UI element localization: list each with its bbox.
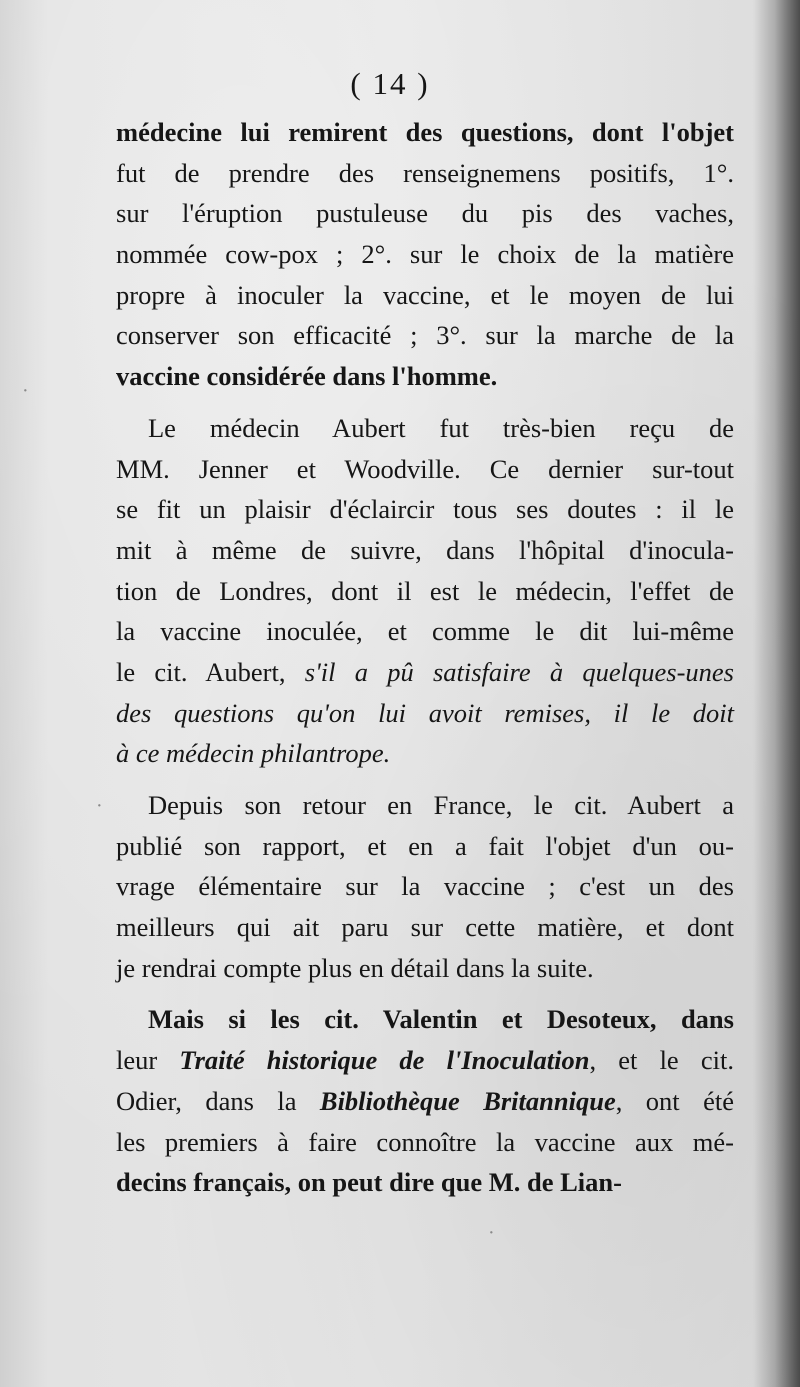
text-line <box>116 193 734 234</box>
text-run: propre à inoculer la vaccine, et le moyen de lui <box>116 279 734 310</box>
text-line <box>116 948 734 989</box>
text-run: Bibliothèque Britannique <box>319 1085 616 1116</box>
text-run: fut de prendre des renseignemens positifs, 1°. <box>116 157 734 188</box>
text-line <box>116 489 734 530</box>
page-edge-shadow <box>754 0 800 1387</box>
text-line <box>116 571 734 612</box>
text-run: médecine lui remirent des questions, dont l'objet <box>116 117 734 147</box>
text-line <box>116 1122 734 1163</box>
text-run: , et le cit. <box>589 1045 734 1076</box>
text-run: decins français, on peut dire que M. de Lian- <box>116 1167 622 1198</box>
text-line <box>116 408 734 449</box>
text-line <box>116 866 734 907</box>
paper-speck: · <box>96 795 103 817</box>
text-run: publié son rapport, et en a fait l'objet d'un ou- <box>116 830 734 861</box>
text-line <box>116 733 734 774</box>
text-line <box>116 356 734 397</box>
text-run: mit à même de suivre, dans l'hôpital d'inocula- <box>116 534 734 565</box>
text-line <box>116 153 734 194</box>
text-run: vaccine considérée dans l'homme. <box>116 361 498 392</box>
paragraph <box>116 999 734 1202</box>
text-run: vrage élémentaire sur la vaccine ; c'est un des <box>116 871 734 902</box>
text-line <box>116 1081 734 1122</box>
text-run: MM. Jenner et Woodville. Ce dernier sur-tout <box>116 453 734 484</box>
text-line <box>116 999 734 1040</box>
text-line <box>116 1040 734 1081</box>
text-run: je rendrai compte plus en détail dans la suite. <box>116 952 594 983</box>
text-run: Depuis son retour en France, le cit. Aubert a <box>148 790 734 820</box>
text-run: la vaccine inoculée, et comme le dit lui-même <box>116 616 734 647</box>
page-number: ( 14 ) <box>350 66 430 101</box>
text-run: Odier, dans la <box>116 1085 320 1116</box>
text-run: nommée cow-pox ; 2°. sur le choix de la matière <box>116 239 734 270</box>
text-run: Mais si les cit. Valentin et Desoteux, dans <box>148 1004 734 1035</box>
text-run: leur <box>116 1045 180 1076</box>
paragraph <box>116 785 734 988</box>
text-run: le cit. Aubert, <box>116 656 305 687</box>
text-line <box>116 315 734 356</box>
text-line <box>116 652 734 693</box>
text-run: s'il a pû satisfaire à quelques-unes <box>304 656 734 687</box>
text-run: Le médecin Aubert fut très-bien reçu de <box>148 412 734 443</box>
text-run: Traité historique de l'Inoculation <box>179 1045 590 1076</box>
text-run: à ce médecin philantrope. <box>116 738 391 769</box>
text-line <box>116 275 734 316</box>
text-line <box>116 449 734 490</box>
text-line <box>116 826 734 867</box>
text-run: les premiers à faire connoître la vaccine aux mé- <box>116 1126 734 1157</box>
text-line <box>116 530 734 571</box>
text-run: , ont été <box>615 1085 734 1116</box>
text-line <box>116 907 734 948</box>
text-run: des questions qu'on lui avoit remises, il le doit <box>116 697 734 728</box>
text-run: conserver son efficacité ; 3°. sur la marche de la <box>116 320 734 351</box>
text-line <box>116 785 734 826</box>
text-line <box>116 611 734 652</box>
text-run: sur l'éruption pustuleuse du pis des vaches, <box>116 198 734 229</box>
text-line <box>116 693 734 734</box>
paragraph <box>116 112 734 397</box>
text-run: meilleurs qui ait paru sur cette matière, et dont <box>116 912 734 943</box>
paper-speck: · <box>488 1222 495 1244</box>
text-line <box>116 1162 734 1203</box>
text-run: tion de Londres, dont il est le médecin, l'effet de <box>116 575 734 606</box>
text-line <box>116 112 734 153</box>
body-text <box>116 112 734 1203</box>
paragraph <box>116 408 734 774</box>
paper-speck: · <box>22 380 29 402</box>
text-line <box>116 234 734 275</box>
text-run: se fit un plaisir d'éclaircir tous ses doutes : il le <box>116 494 734 525</box>
